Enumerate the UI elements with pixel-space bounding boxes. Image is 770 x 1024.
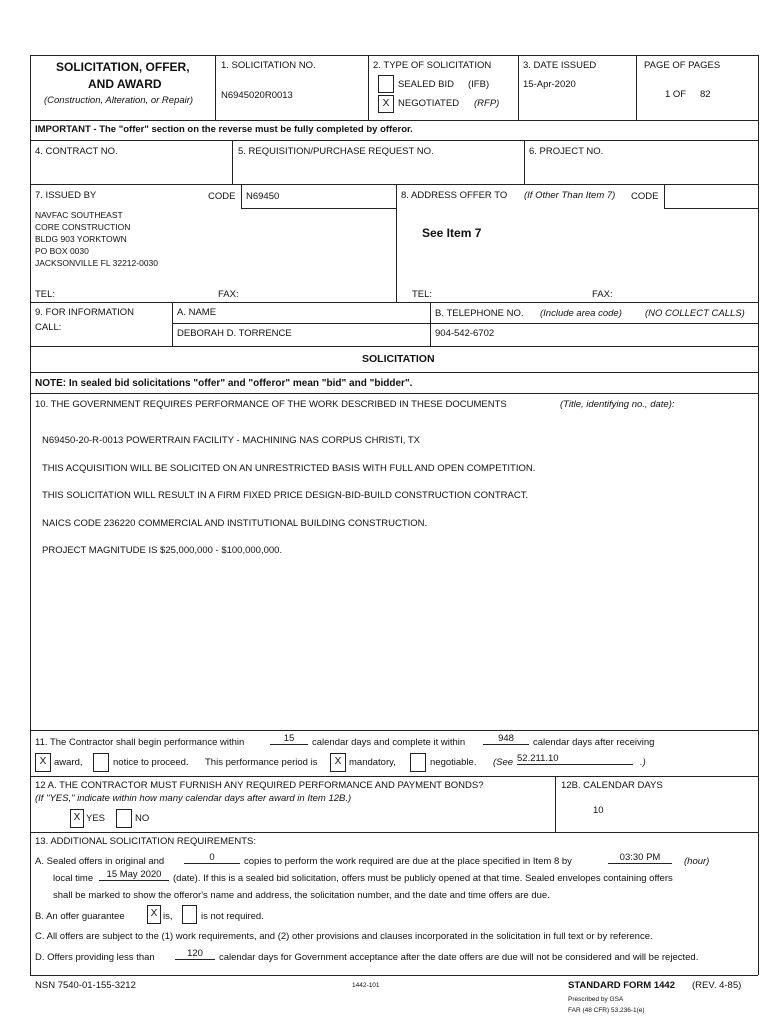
form-border-right	[758, 55, 759, 975]
guarantee-is-label: is,	[163, 911, 173, 922]
divider	[172, 323, 758, 324]
sealed-bid-checkbox[interactable]	[378, 75, 394, 93]
divider	[636, 55, 637, 120]
form-code: 1442-101	[352, 982, 380, 989]
form-subtitle: (Construction, Alteration, or Repair)	[44, 95, 194, 106]
date-issued-label: 3. DATE ISSUED	[523, 60, 597, 71]
item13c-text: C. All offers are subject to the (1) work requirements, and (2) other provisions and clauses incorporated in the solicitation in full text or by reference.	[35, 931, 653, 942]
area-code-note: (Include area code)	[540, 308, 622, 319]
divider	[396, 184, 397, 302]
bonds-no-label: NO	[135, 813, 150, 824]
divider	[30, 776, 758, 777]
item11-text: calendar days after receiving	[533, 737, 655, 748]
mandatory-label: mandatory,	[349, 757, 396, 768]
divider	[30, 372, 758, 373]
type-of-solicitation-label: 2. TYPE OF SOLICITATION	[373, 60, 492, 71]
form-border-left	[30, 55, 31, 975]
address-offer-note: (If Other Than Item 7)	[524, 190, 616, 201]
divider	[30, 302, 758, 303]
contact-name[interactable]: DEBORAH D. TORRENCE	[177, 328, 292, 339]
notice-to-proceed-checkbox[interactable]	[93, 753, 109, 772]
award-checkbox[interactable]: X	[35, 753, 51, 772]
item10-line: NAICS CODE 236220 COMMERCIAL AND INSTITUTIONAL BUILDING CONSTRUCTION.	[42, 518, 428, 529]
item13-label: 13. ADDITIONAL SOLICITATION REQUIREMENTS:	[35, 836, 257, 847]
solicitation-no-label: 1. SOLICITATION NO.	[221, 60, 316, 71]
form-border-bottom	[30, 975, 758, 976]
item13a-text: copies to perform the work required are due at the place specified in Item 8 by	[244, 856, 572, 867]
notice-to-proceed-label: notice to proceed.	[113, 757, 189, 768]
issued-by-code[interactable]: N69450	[246, 191, 280, 202]
divider	[241, 184, 242, 208]
divider	[664, 208, 758, 209]
issued-by-fax-label: FAX:	[218, 289, 239, 300]
bonds-yes-label: YES	[86, 813, 106, 824]
item10-note: (Title, identifying no., date):	[560, 399, 675, 410]
divider	[30, 346, 758, 347]
project-no-label: 6. PROJECT NO.	[529, 146, 604, 157]
see-clause-field[interactable]: 52.211.10	[517, 754, 633, 765]
see-item-7: See Item 7	[422, 226, 482, 240]
solicitation-no[interactable]: N6945020R0013	[221, 90, 293, 101]
for-information-call-label: CALL:	[35, 322, 62, 333]
issued-by-address-line: NAVFAC SOUTHEAST	[35, 210, 123, 220]
negotiable-checkbox[interactable]	[410, 753, 426, 772]
item11-text: calendar days and complete it within	[312, 737, 466, 748]
divider	[30, 120, 758, 121]
bonds-no-checkbox[interactable]	[116, 809, 132, 828]
divider	[30, 184, 758, 185]
see-clause-close: .)	[640, 757, 646, 768]
divider	[524, 140, 525, 184]
item10-label: 10. THE GOVERNMENT REQUIRES PERFORMANCE OF THE WORK DESCRIBED IN THESE DOCUMENTS	[35, 399, 507, 410]
copies-field[interactable]: 0	[184, 853, 240, 864]
item13a-text: (date). If this is a sealed bid solicitation, offers must be publicly opened at that time. Sealed envelopes containing offers	[173, 873, 673, 884]
divider	[30, 140, 758, 141]
telephone-number[interactable]: 904-542-6702	[435, 328, 495, 339]
page-of-pages-label: PAGE OF PAGES	[644, 60, 721, 71]
page-total: 82	[700, 89, 711, 100]
negotiated-checkbox[interactable]: X	[378, 95, 394, 113]
divider	[555, 776, 556, 832]
item12a-note: (If "YES," indicate within how many calendar days after award in Item 12B.)	[35, 793, 352, 804]
divider	[30, 832, 758, 833]
negotiated-abbr: (RFP)	[474, 98, 500, 109]
item13d-text: calendar days for Government acceptance after the date offers are due will not be considered and will be rejected.	[219, 952, 699, 963]
form-revision: (REV. 4-85)	[692, 980, 742, 991]
see-clause-label: (See	[493, 757, 514, 768]
guarantee-not-required-checkbox[interactable]	[182, 905, 197, 924]
contract-no-label: 4. CONTRACT NO.	[35, 146, 118, 157]
award-label: award,	[54, 757, 83, 768]
item12a-label: 12 A. THE CONTRACTOR MUST FURNISH ANY REQUIRED PERFORMANCE AND PAYMENT BONDS?	[35, 780, 484, 791]
address-offer-label: 8. ADDRESS OFFER TO	[401, 190, 508, 201]
item13d-text: D. Offers providing less than	[35, 952, 155, 963]
divider	[430, 302, 431, 346]
guarantee-not-required-label: is not required.	[201, 911, 264, 922]
standard-form-name: STANDARD FORM 1442	[568, 980, 675, 991]
far-reference: FAR (48 CFR) 53.236-1(e)	[568, 1007, 645, 1014]
item10-line: THIS ACQUISITION WILL BE SOLICITED ON AN UNRESTRICTED BASIS WITH FULL AND OPEN COMPETITION.	[42, 463, 536, 474]
issued-by-address-line: CORE CONSTRUCTION	[35, 222, 131, 232]
divider	[518, 55, 519, 120]
issued-by-address-line: PO BOX 0030	[35, 246, 89, 256]
item13b-text: B. An offer guarantee	[35, 911, 125, 922]
divider	[215, 55, 216, 120]
item13a-text: A. Sealed offers in original and	[35, 856, 165, 867]
item12b-label: 12B. CALENDAR DAYS	[561, 780, 663, 791]
divider	[241, 208, 396, 209]
important-note: IMPORTANT - The "offer" section on the reverse must be fully completed by offeror.	[35, 124, 413, 135]
date-issued[interactable]: 15-Apr-2020	[523, 79, 576, 90]
issued-by-tel-label: TEL:	[35, 289, 56, 300]
item12b-value[interactable]: 10	[593, 805, 604, 816]
divider	[30, 393, 758, 394]
sealed-bid-note: NOTE: In sealed bid solicitations "offer" and "offeror" mean "bid" and "bidder".	[35, 378, 413, 389]
telephone-label: B. TELEPHONE NO.	[435, 308, 524, 319]
name-label: A. NAME	[177, 307, 217, 318]
issued-by-address-line: BLDG 903 YORKTOWN	[35, 234, 127, 244]
bonds-yes-checkbox[interactable]: X	[70, 809, 84, 828]
divider	[664, 184, 665, 208]
hour-field[interactable]: 03:30 PM	[608, 853, 672, 864]
guarantee-is-checkbox[interactable]: X	[147, 905, 161, 924]
nsn-number: NSN 7540-01-155-3212	[35, 980, 136, 991]
form-title: SOLICITATION, OFFER,	[56, 60, 190, 74]
negotiable-label: negotiable.	[430, 757, 477, 768]
issued-by-code-label: CODE	[208, 191, 236, 202]
acceptance-days-field[interactable]: 120	[175, 949, 215, 960]
negotiated-label: NEGOTIATED	[398, 98, 460, 109]
divider	[30, 730, 758, 731]
item10-line: THIS SOLICITATION WILL RESULT IN A FIRM FIXED PRICE DESIGN-BID-BUILD CONSTRUCTION CONTRACT.	[42, 490, 529, 501]
form-border-top	[30, 55, 758, 56]
item13a-text: shall be marked to show the offeror's name and address, the solicitation number, and the date and time offers are due.	[53, 890, 550, 901]
form-title-2: AND AWARD	[88, 77, 162, 91]
address-offer-tel-label: TEL:	[412, 289, 433, 300]
sealed-bid-label: SEALED BID	[398, 79, 454, 90]
divider	[172, 302, 173, 346]
requisition-label: 5. REQUISITION/PURCHASE REQUEST NO.	[238, 146, 434, 157]
complete-days-field[interactable]: 948	[483, 734, 529, 745]
page-number: 1 OF	[665, 89, 687, 100]
sealed-bid-abbr: (IFB)	[468, 79, 490, 90]
local-time-label: local time	[53, 873, 94, 884]
address-offer-fax-label: FAX:	[592, 289, 613, 300]
solicitation-heading: SOLICITATION	[362, 353, 435, 365]
begin-days-field[interactable]: 15	[270, 734, 308, 745]
hour-label: (hour)	[684, 856, 710, 867]
divider	[368, 55, 369, 120]
no-collect-calls: (NO COLLECT CALLS)	[645, 308, 745, 319]
divider	[232, 140, 233, 184]
prescribed-by: Prescribed by GSA	[568, 996, 624, 1003]
item10-line: PROJECT MAGNITUDE IS $25,000,000 - $100,000,000.	[42, 545, 283, 556]
issued-by-address-line: JACKSONVILLE FL 32212-0030	[35, 258, 159, 268]
date-field[interactable]: 15 May 2020	[99, 870, 169, 881]
address-offer-code-label: CODE	[631, 191, 659, 202]
performance-period-text: This performance period is	[205, 757, 318, 768]
for-information-label: 9. FOR INFORMATION	[35, 307, 135, 318]
item11-text: 11. The Contractor shall begin performance within	[35, 737, 245, 748]
issued-by-label: 7. ISSUED BY	[35, 190, 97, 201]
mandatory-checkbox[interactable]: X	[330, 753, 346, 772]
item10-line: N69450-20-R-0013 POWERTRAIN FACILITY - MACHINING NAS CORPUS CHRISTI, TX	[42, 435, 420, 446]
